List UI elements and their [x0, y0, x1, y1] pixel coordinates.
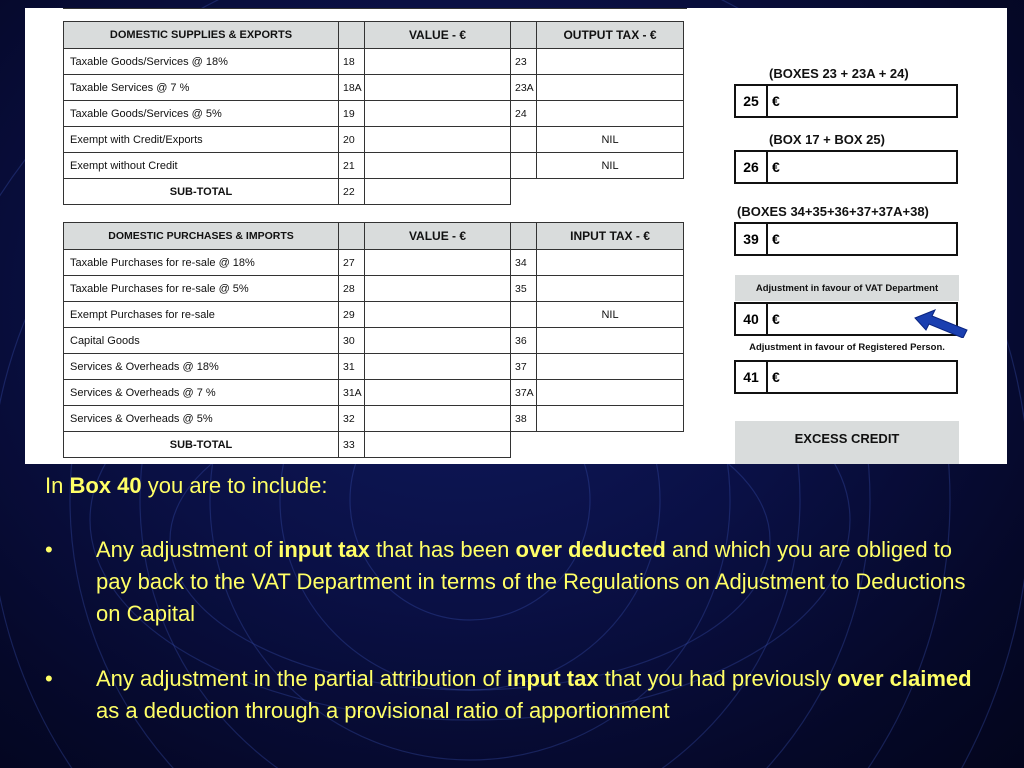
- box-26: [734, 150, 958, 184]
- value-cell: [365, 406, 511, 432]
- box-25-number: 25: [736, 86, 768, 116]
- value-cell: [365, 432, 511, 458]
- subtotal-row: [64, 432, 684, 458]
- row-label: Services & Overheads @ 7 %: [64, 380, 339, 406]
- row-label: Taxable Goods/Services @ 5%: [64, 101, 339, 127]
- purchases-table: [63, 222, 684, 458]
- input-tax-header: INPUT TAX - €: [537, 223, 684, 250]
- box-26-label: (BOX 17 + BOX 25): [769, 132, 885, 147]
- value-cell: [365, 49, 511, 75]
- box-number: 31A: [339, 380, 365, 406]
- table-row: [64, 153, 684, 179]
- box-39: [734, 222, 958, 256]
- table-row: [64, 302, 684, 328]
- box-number: 20: [339, 127, 365, 153]
- tax-box-number: 23: [511, 49, 537, 75]
- registered-person-band: Adjustment in favour of Registered Person.: [735, 336, 959, 358]
- tax-cell: NIL: [537, 302, 684, 328]
- box-39-label: (BOXES 34+35+36+37+37A+38): [737, 204, 929, 219]
- subtotal-row: [64, 179, 684, 205]
- table-row: [64, 406, 684, 432]
- row-label: Taxable Purchases for re-sale @ 18%: [64, 250, 339, 276]
- row-label: Taxable Goods/Services @ 18%: [64, 49, 339, 75]
- row-label: Exempt with Credit/Exports: [64, 127, 339, 153]
- vat-department-band: Adjustment in favour of VAT Department: [735, 275, 959, 301]
- box-number: 33: [339, 432, 365, 458]
- currency-symbol: €: [772, 369, 780, 385]
- tax-box-number: 37A: [511, 380, 537, 406]
- top-rule: [63, 8, 687, 10]
- supplies-value-header: VALUE - €: [365, 22, 511, 49]
- row-label: Exempt without Credit: [64, 153, 339, 179]
- box-number: 32: [339, 406, 365, 432]
- row-label: Taxable Purchases for re-sale @ 5%: [64, 276, 339, 302]
- value-cell: [365, 127, 511, 153]
- tax-cell: [537, 101, 684, 127]
- box-26-number: 26: [736, 152, 768, 182]
- value-cell: [365, 250, 511, 276]
- box-41: [734, 360, 958, 394]
- tax-cell: [537, 75, 684, 101]
- bullet-1-marker: •: [45, 537, 53, 562]
- value-cell: [365, 302, 511, 328]
- row-label: Capital Goods: [64, 328, 339, 354]
- subtotal-label: SUB-TOTAL: [64, 179, 339, 205]
- tax-cell: NIL: [537, 127, 684, 153]
- box-number: 28: [339, 276, 365, 302]
- table-row: [64, 127, 684, 153]
- tax-box-number: 36: [511, 328, 537, 354]
- value-cell: [365, 101, 511, 127]
- tax-cell: [537, 406, 684, 432]
- value-cell: [365, 354, 511, 380]
- tax-cell: [537, 354, 684, 380]
- row-label: Services & Overheads @ 5%: [64, 406, 339, 432]
- tax-cell: [537, 49, 684, 75]
- tax-box-number: 38: [511, 406, 537, 432]
- purchases-header: DOMESTIC PURCHASES & IMPORTS: [64, 223, 339, 250]
- box-41-number: 41: [736, 362, 768, 392]
- box-number: 31: [339, 354, 365, 380]
- tax-box-number: [511, 127, 537, 153]
- tax-cell: [537, 250, 684, 276]
- subtotal-label: SUB-TOTAL: [64, 432, 339, 458]
- box-number: 29: [339, 302, 365, 328]
- table-row: [64, 49, 684, 75]
- table-row: [64, 276, 684, 302]
- table-row: [64, 250, 684, 276]
- currency-symbol: €: [772, 93, 780, 109]
- vat-return-form-image: [25, 8, 1007, 464]
- box-40-number: 40: [736, 304, 768, 334]
- tax-cell: [537, 380, 684, 406]
- box-number: 18A: [339, 75, 365, 101]
- value-cell: [365, 328, 511, 354]
- currency-symbol: €: [772, 159, 780, 175]
- intro-line: In Box 40 you are to include:: [45, 473, 328, 498]
- tax-box-number: 35: [511, 276, 537, 302]
- box-number: 19: [339, 101, 365, 127]
- bullet-1-text: Any adjustment of input tax that has been over deducted and which you are obliged to pay back to the VAT Department in terms of the Regulations on Adjustment to Deductions on Capital: [96, 537, 966, 626]
- box-number: 22: [339, 179, 365, 205]
- box-number: 18: [339, 49, 365, 75]
- table-row: [64, 380, 684, 406]
- table-row: [64, 354, 684, 380]
- purchases-value-header: VALUE - €: [365, 223, 511, 250]
- row-label: Services & Overheads @ 18%: [64, 354, 339, 380]
- excess-credit-band: EXCESS CREDIT: [735, 421, 959, 464]
- tax-box-number: [511, 302, 537, 328]
- supplies-header: DOMESTIC SUPPLIES & EXPORTS: [64, 22, 339, 49]
- bullet-2-text: Any adjustment in the partial attribution of input tax that you had previously over claimed as a deduction through a provisional ratio of apportionment: [96, 666, 972, 723]
- box-39-number: 39: [736, 224, 768, 254]
- box-25-label: (BOXES 23 + 23A + 24): [769, 66, 909, 81]
- box-number: 21: [339, 153, 365, 179]
- tax-box-number: 23A: [511, 75, 537, 101]
- box-number: 30: [339, 328, 365, 354]
- supplies-table: [63, 21, 684, 205]
- tax-cell: [537, 276, 684, 302]
- box-25: [734, 84, 958, 118]
- value-cell: [365, 75, 511, 101]
- bullet-2-marker: •: [45, 666, 53, 691]
- value-cell: [365, 179, 511, 205]
- value-cell: [365, 276, 511, 302]
- currency-symbol: €: [772, 231, 780, 247]
- table-row: [64, 328, 684, 354]
- tax-box-number: 34: [511, 250, 537, 276]
- tax-box-number: 24: [511, 101, 537, 127]
- value-cell: [365, 380, 511, 406]
- table-row: [64, 75, 684, 101]
- row-label: Exempt Purchases for re-sale: [64, 302, 339, 328]
- currency-symbol: €: [772, 311, 780, 327]
- box-number: 27: [339, 250, 365, 276]
- tax-box-number: 37: [511, 354, 537, 380]
- tax-cell: [537, 328, 684, 354]
- box-40-emphasis: Box 40: [69, 473, 142, 498]
- arrow-pointer-icon: [913, 308, 973, 338]
- output-tax-header: OUTPUT TAX - €: [537, 22, 684, 49]
- tax-cell: NIL: [537, 153, 684, 179]
- table-row: [64, 101, 684, 127]
- tax-box-number: [511, 153, 537, 179]
- value-cell: [365, 153, 511, 179]
- row-label: Taxable Services @ 7 %: [64, 75, 339, 101]
